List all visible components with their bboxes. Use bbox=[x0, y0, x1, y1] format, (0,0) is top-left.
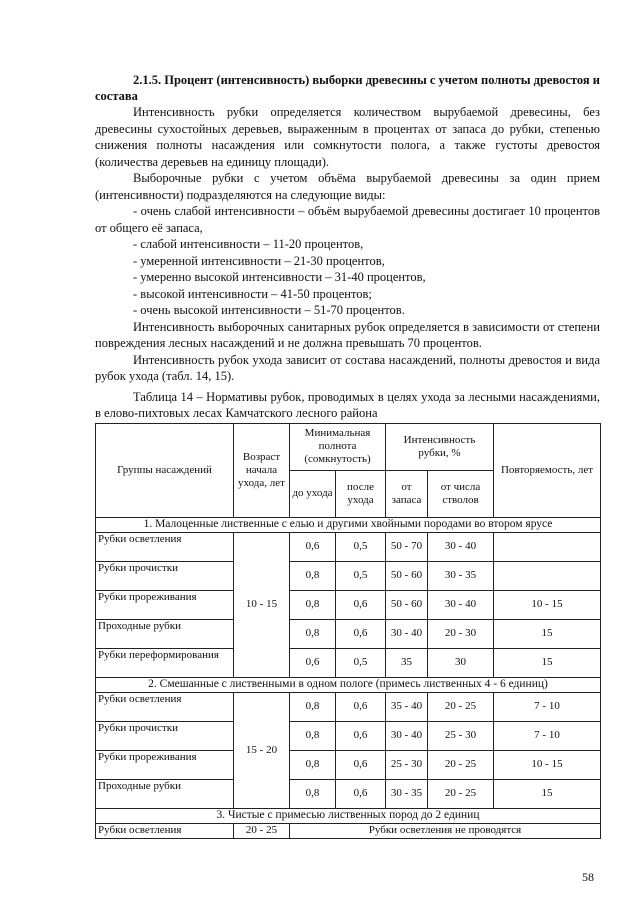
section-title: 2. Смешанные с лиственными в одном пологе (примесь лиственных 4 - 6 единиц) bbox=[96, 677, 601, 692]
cell-repeat: 7 - 10 bbox=[494, 692, 601, 721]
cell-stock: 50 - 60 bbox=[386, 561, 428, 590]
page-number: 58 bbox=[582, 870, 594, 884]
cell-before: 0,6 bbox=[290, 532, 336, 561]
cell-before: 0,8 bbox=[290, 590, 336, 619]
norms-table bbox=[95, 423, 601, 839]
table-row bbox=[96, 779, 601, 808]
cell-stock: 30 - 40 bbox=[386, 619, 428, 648]
row-age: 10 - 15 bbox=[234, 532, 290, 677]
cell-before: 0,8 bbox=[290, 750, 336, 779]
row-name: Рубки прореживания bbox=[96, 590, 234, 619]
cell-trunks: 30 - 35 bbox=[428, 561, 494, 590]
section-title: 3. Чистые с примесью лиственных пород до 2 единиц bbox=[96, 808, 601, 823]
row-name: Рубки прореживания bbox=[96, 750, 234, 779]
cell-stock: 30 - 40 bbox=[386, 721, 428, 750]
header-age: Возраст начала ухода, лет bbox=[234, 423, 290, 517]
cell-stock: 35 - 40 bbox=[386, 692, 428, 721]
row-name: Рубки осветления bbox=[96, 532, 234, 561]
cell-after: 0,5 bbox=[336, 561, 386, 590]
table-row bbox=[96, 692, 601, 721]
cell-after: 0,5 bbox=[336, 648, 386, 677]
row-name: Рубки прочистки bbox=[96, 561, 234, 590]
section-heading: 2.1.5. Процент (интенсивность) выборки древесины с учетом полноты древостоя и состава bbox=[95, 73, 600, 103]
document-page bbox=[95, 72, 600, 839]
table-row bbox=[96, 619, 601, 648]
cell-repeat: 10 - 15 bbox=[494, 590, 601, 619]
cell-repeat: 10 - 15 bbox=[494, 750, 601, 779]
cell-trunks: 30 - 40 bbox=[428, 532, 494, 561]
header-repeat: Повторяемость, лет bbox=[494, 423, 601, 517]
header-min-density: Минимальная полнота (сомкнутость) bbox=[290, 423, 386, 470]
list-item: - очень высокой интенсивности – 51-70 процентов. bbox=[133, 303, 405, 317]
table-row bbox=[96, 823, 601, 838]
cell-repeat bbox=[494, 561, 601, 590]
paragraph: Интенсивность рубки определяется количеством вырубаемой древесины, без древесины сухостойных деревьев, выраженным в процентах от запаса до рубки, степенью снижения полноты насаждения или сомкнутости полога, а также густоты древостоя (количества деревьев на единицу площади). bbox=[95, 105, 600, 169]
cell-trunks: 30 - 40 bbox=[428, 590, 494, 619]
cell-repeat: 15 bbox=[494, 779, 601, 808]
cell-stock: 50 - 60 bbox=[386, 590, 428, 619]
header-of-trunks: от числа стволов bbox=[428, 470, 494, 517]
header-before: до ухода bbox=[290, 470, 336, 517]
paragraph: Интенсивность рубок ухода зависит от состава насаждений, полноты древостоя и вида рубок ухода (табл. 14, 15). bbox=[95, 352, 600, 383]
cell-before: 0,8 bbox=[290, 692, 336, 721]
row-note: Рубки осветления не проводятся bbox=[290, 823, 601, 838]
cell-trunks: 20 - 25 bbox=[428, 692, 494, 721]
cell-repeat: 15 bbox=[494, 648, 601, 677]
header-of-stock: от запаса bbox=[386, 470, 428, 517]
table-row bbox=[96, 532, 601, 561]
cell-trunks: 30 bbox=[428, 648, 494, 677]
cell-repeat: 7 - 10 bbox=[494, 721, 601, 750]
cell-trunks: 25 - 30 bbox=[428, 721, 494, 750]
row-name: Проходные рубки bbox=[96, 619, 234, 648]
table-row bbox=[96, 590, 601, 619]
cell-after: 0,6 bbox=[336, 619, 386, 648]
header-after: после ухода bbox=[336, 470, 386, 517]
cell-trunks: 20 - 25 bbox=[428, 750, 494, 779]
row-age: 20 - 25 bbox=[234, 823, 290, 838]
cell-stock: 35 bbox=[386, 648, 428, 677]
cell-trunks: 20 - 30 bbox=[428, 619, 494, 648]
cell-before: 0,8 bbox=[290, 561, 336, 590]
row-name: Рубки осветления bbox=[96, 823, 234, 838]
cell-trunks: 20 - 25 bbox=[428, 779, 494, 808]
row-name: Рубки прочистки bbox=[96, 721, 234, 750]
list-item: - умеренно высокой интенсивности – 31-40 процентов, bbox=[133, 270, 426, 284]
cell-stock: 50 - 70 bbox=[386, 532, 428, 561]
paragraph: Выборочные рубки с учетом объёма вырубаемой древесины за один прием (интенсивности) подразделяются на следующие виды: bbox=[95, 171, 600, 202]
cell-before: 0,8 bbox=[290, 619, 336, 648]
cell-stock: 30 - 35 bbox=[386, 779, 428, 808]
header-groups: Группы насаждений bbox=[96, 423, 234, 517]
cell-before: 0,6 bbox=[290, 648, 336, 677]
list-item: - очень слабой интенсивности – объём вырубаемой древесины достигает 10 процентов от общего её запаса, bbox=[95, 204, 600, 235]
section-title: 1. Малоценные лиственные с елью и другими хвойными породами во втором ярусе bbox=[96, 517, 601, 532]
table-row bbox=[96, 561, 601, 590]
cell-after: 0,6 bbox=[336, 779, 386, 808]
cell-after: 0,6 bbox=[336, 590, 386, 619]
cell-after: 0,6 bbox=[336, 750, 386, 779]
row-age: 15 - 20 bbox=[234, 692, 290, 808]
cell-after: 0,6 bbox=[336, 721, 386, 750]
row-name: Рубки переформирования bbox=[96, 648, 234, 677]
table-row bbox=[96, 750, 601, 779]
table-row bbox=[96, 648, 601, 677]
table-caption: Таблица 14 – Нормативы рубок, проводимых в целях ухода за лесными насаждениями, в елово-пихтовых лесах Камчатского лесного района bbox=[95, 389, 600, 420]
header-intensity: Интенсивность рубки, % bbox=[386, 423, 494, 470]
row-name: Проходные рубки bbox=[96, 779, 234, 808]
table-row bbox=[96, 721, 601, 750]
cell-before: 0,8 bbox=[290, 779, 336, 808]
cell-repeat: 15 bbox=[494, 619, 601, 648]
list-item: - высокой интенсивности – 41-50 процентов; bbox=[133, 286, 372, 301]
row-name: Рубки осветления bbox=[96, 692, 234, 721]
list-item: - умеренной интенсивности – 21-30 процентов, bbox=[133, 253, 385, 268]
paragraph: Интенсивность выборочных санитарных рубок определяется в зависимости от степени повреждения лесных насаждений и не должна превышать 70 процентов. bbox=[95, 319, 600, 350]
cell-after: 0,6 bbox=[336, 692, 386, 721]
cell-stock: 25 - 30 bbox=[386, 750, 428, 779]
cell-after: 0,5 bbox=[336, 532, 386, 561]
cell-repeat bbox=[494, 532, 601, 561]
cell-before: 0,8 bbox=[290, 721, 336, 750]
list-item: - слабой интенсивности – 11-20 процентов, bbox=[133, 237, 364, 251]
